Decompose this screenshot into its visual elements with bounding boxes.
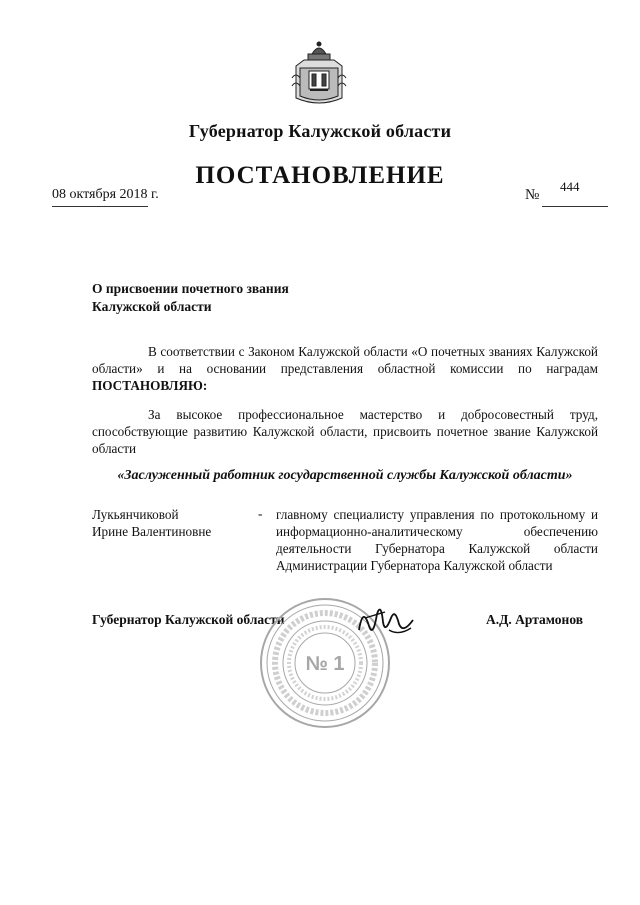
date-underline	[52, 206, 148, 207]
recipient-dash: -	[258, 506, 263, 521]
document-subject	[92, 280, 412, 316]
recipient-given-names: Ирине Валентиновне	[92, 524, 212, 539]
recipient-name	[92, 506, 211, 540]
number-sign: №	[525, 187, 540, 203]
basis-text: В соответствии с Законом Калужской области «О почетных званиях Калужской области» и на основании представления областной комиссии по наградам	[92, 344, 598, 376]
paragraph-basis	[92, 343, 598, 394]
number-underline	[542, 206, 608, 207]
subject-line-2: Калужской области	[92, 299, 212, 314]
subject-line-1: О присвоении почетного звания	[92, 281, 289, 296]
recipient-position	[276, 506, 598, 574]
signatory-title: Губернатор Калужской области	[92, 612, 285, 627]
award-text: За высокое профессиональное мастерство и добросовестный труд, способствующие развитию Калужской области, присвоить почетное звание Калужской области	[92, 407, 598, 456]
recipient-surname: Лукьянчиковой	[92, 507, 179, 522]
document-number: 444	[560, 179, 580, 194]
honorary-title-name: «Заслуженный работник государственной службы Калужской области»	[117, 468, 573, 483]
document-type-title: ПОСТАНОВЛЕНИЕ	[195, 162, 445, 189]
issuing-authority: Губернатор Калужской области	[188, 121, 452, 141]
signatory-name: А.Д. Артамонов	[486, 612, 584, 627]
resolve-word: ПОСТАНОВЛЯЮ:	[92, 378, 208, 393]
position-last-line: Администрации Губернатора Калужской области	[276, 558, 553, 573]
stamp-number: № 1	[305, 653, 345, 675]
paragraph-award	[92, 406, 598, 457]
position-main: главному специалисту управления по протокольному и информационно-аналитическому обеспечению деятельности Губернатора Калужской области	[276, 507, 598, 556]
document-date: 08 октября 2018 г.	[52, 187, 159, 202]
handwritten-signature	[355, 600, 417, 644]
coat-of-arms-emblem	[290, 38, 348, 110]
